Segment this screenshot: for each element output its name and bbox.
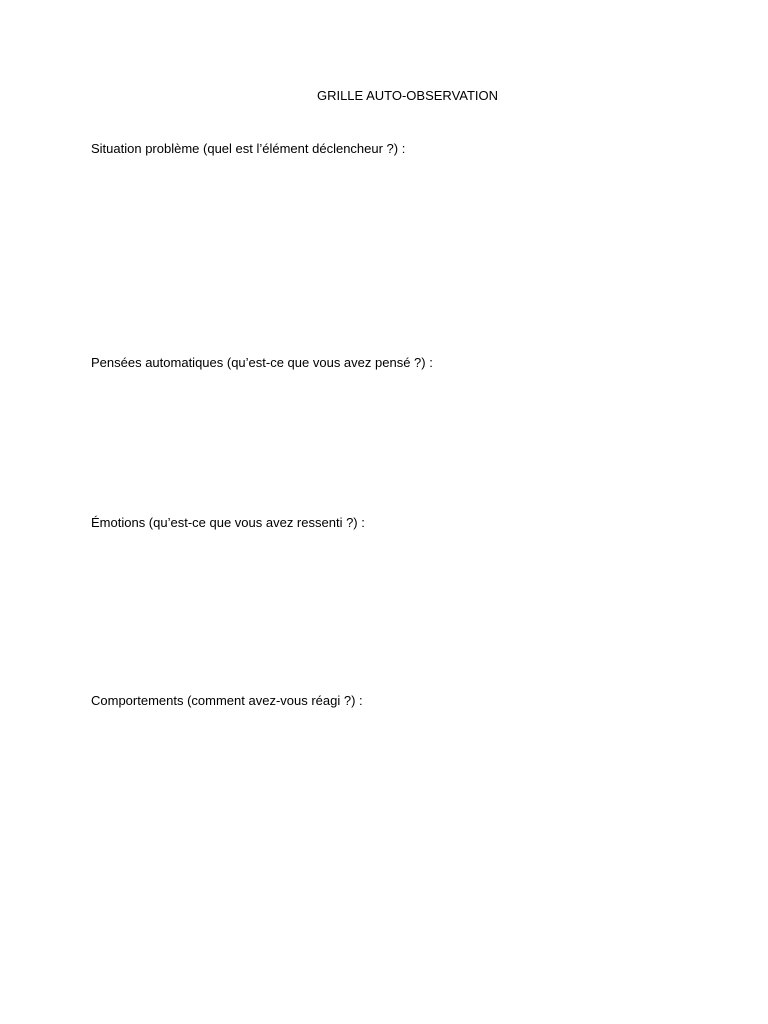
document-title: GRILLE AUTO-OBSERVATION: [316, 88, 499, 103]
section-label-emotions: Émotions (qu’est-ce que vous avez ressenti ?) :: [91, 515, 365, 530]
section-label-pensees: Pensées automatiques (qu’est-ce que vous avez pensé ?) :: [91, 355, 433, 370]
section-label-situation: Situation problème (quel est l’élément déclencheur ?) :: [91, 141, 406, 156]
section-label-comportements: Comportements (comment avez-vous réagi ?) :: [91, 693, 363, 708]
